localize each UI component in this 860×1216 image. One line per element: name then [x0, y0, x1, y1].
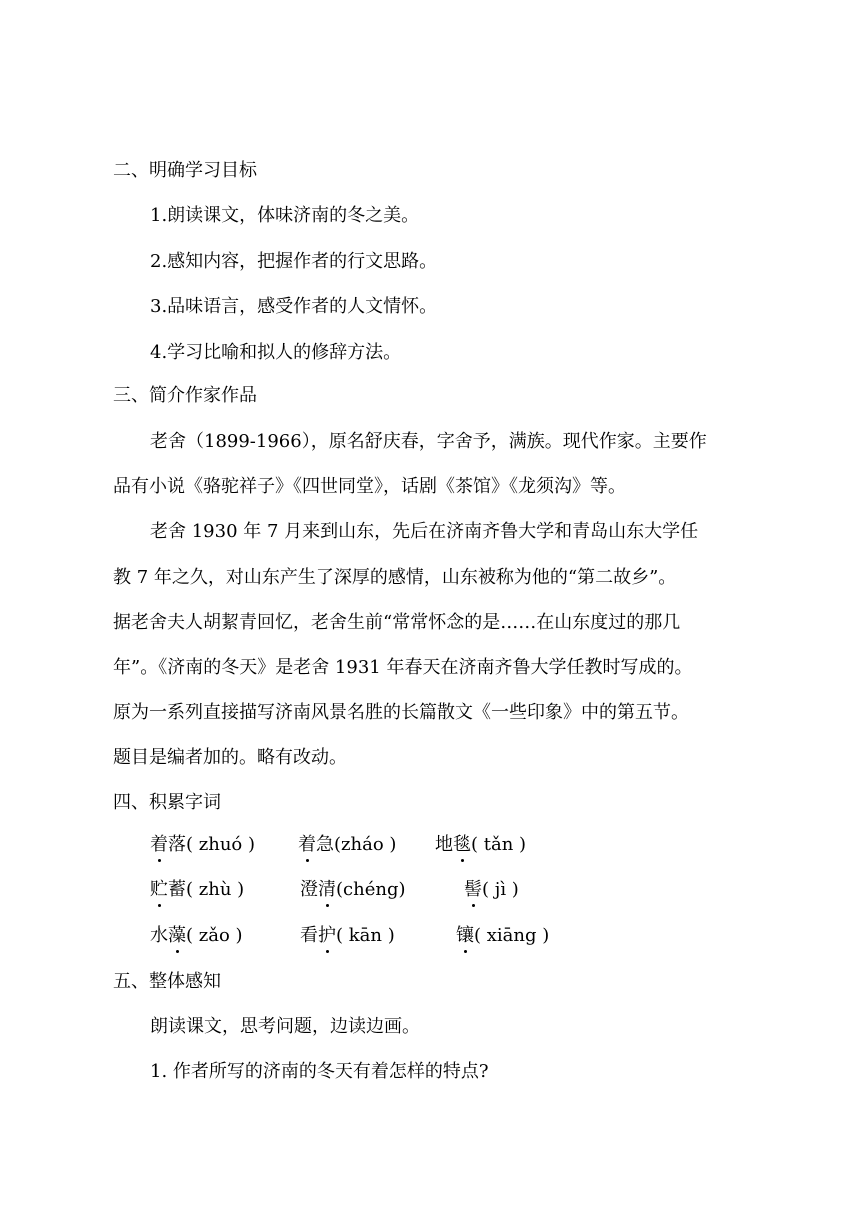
vocab-item: 着落( zhuó ) — [150, 834, 255, 855]
vocab-item: 髻( jì ) — [464, 879, 519, 900]
vocab-item: 着急(zháo ) — [298, 834, 397, 855]
paragraph-line: 朗读课文，思考问题，边读边画。 — [150, 1016, 420, 1037]
vocab-item: 贮蓄( zhù ) — [150, 879, 245, 900]
goal-item: 2.感知内容，把握作者的行文思路。 — [150, 251, 438, 272]
paragraph-line: 原为一系列直接描写济南风景名胜的长篇散文《一些印象》中的第五节。 — [113, 702, 689, 723]
goal-item: 3.品味语言，感受作者的人文情怀。 — [150, 296, 438, 317]
section-heading-author: 三、简介作家作品 — [113, 385, 257, 406]
paragraph-line: 老舍（1899-1966），原名舒庆春，字舍予，满族。现代作家。主要作 — [150, 431, 707, 452]
vocab-row — [150, 924, 710, 948]
vocab-item: 地毯( tǎn ) — [435, 834, 527, 855]
question-line: 1. 作者所写的济南的冬天有着怎样的特点? — [150, 1061, 489, 1082]
paragraph-line: 年”。《济南的冬天》是老舍 1931 年春天在济南齐鲁大学任教时写成的。 — [113, 657, 693, 678]
vocab-item: 镶( xiāng ) — [456, 925, 550, 946]
goal-item: 4.学习比喻和拟人的修辞方法。 — [150, 342, 402, 363]
paragraph-line: 题目是编者加的。略有改动。 — [113, 747, 347, 768]
section-heading-overview: 五、整体感知 — [113, 971, 221, 992]
vocab-item: 澄清(chéng) — [300, 879, 406, 900]
vocab-item: 看护( kān ) — [300, 925, 395, 946]
vocab-row — [150, 833, 710, 857]
vocab-item: 水藻( zǎo ) — [150, 925, 243, 946]
paragraph-line: 据老舍夫人胡絜青回忆，老舍生前“常常怀念的是……在山东度过的那几 — [113, 612, 681, 633]
paragraph-line: 品有小说《骆驼祥子》《四世同堂》，话剧《茶馆》《龙须沟》等。 — [113, 476, 626, 497]
paragraph-line: 老舍 1930 年 7 月来到山东，先后在济南齐鲁大学和青岛山东大学任 — [150, 521, 699, 542]
section-heading-goals: 二、明确学习目标 — [113, 160, 257, 181]
section-heading-vocab: 四、积累字词 — [113, 792, 221, 813]
paragraph-line: 教 7 年之久，对山东产生了深厚的感情，山东被称为他的“第二故乡”。 — [113, 567, 677, 588]
goal-item: 1.朗读课文，体味济南的冬之美。 — [150, 205, 420, 226]
vocab-row — [150, 878, 710, 902]
